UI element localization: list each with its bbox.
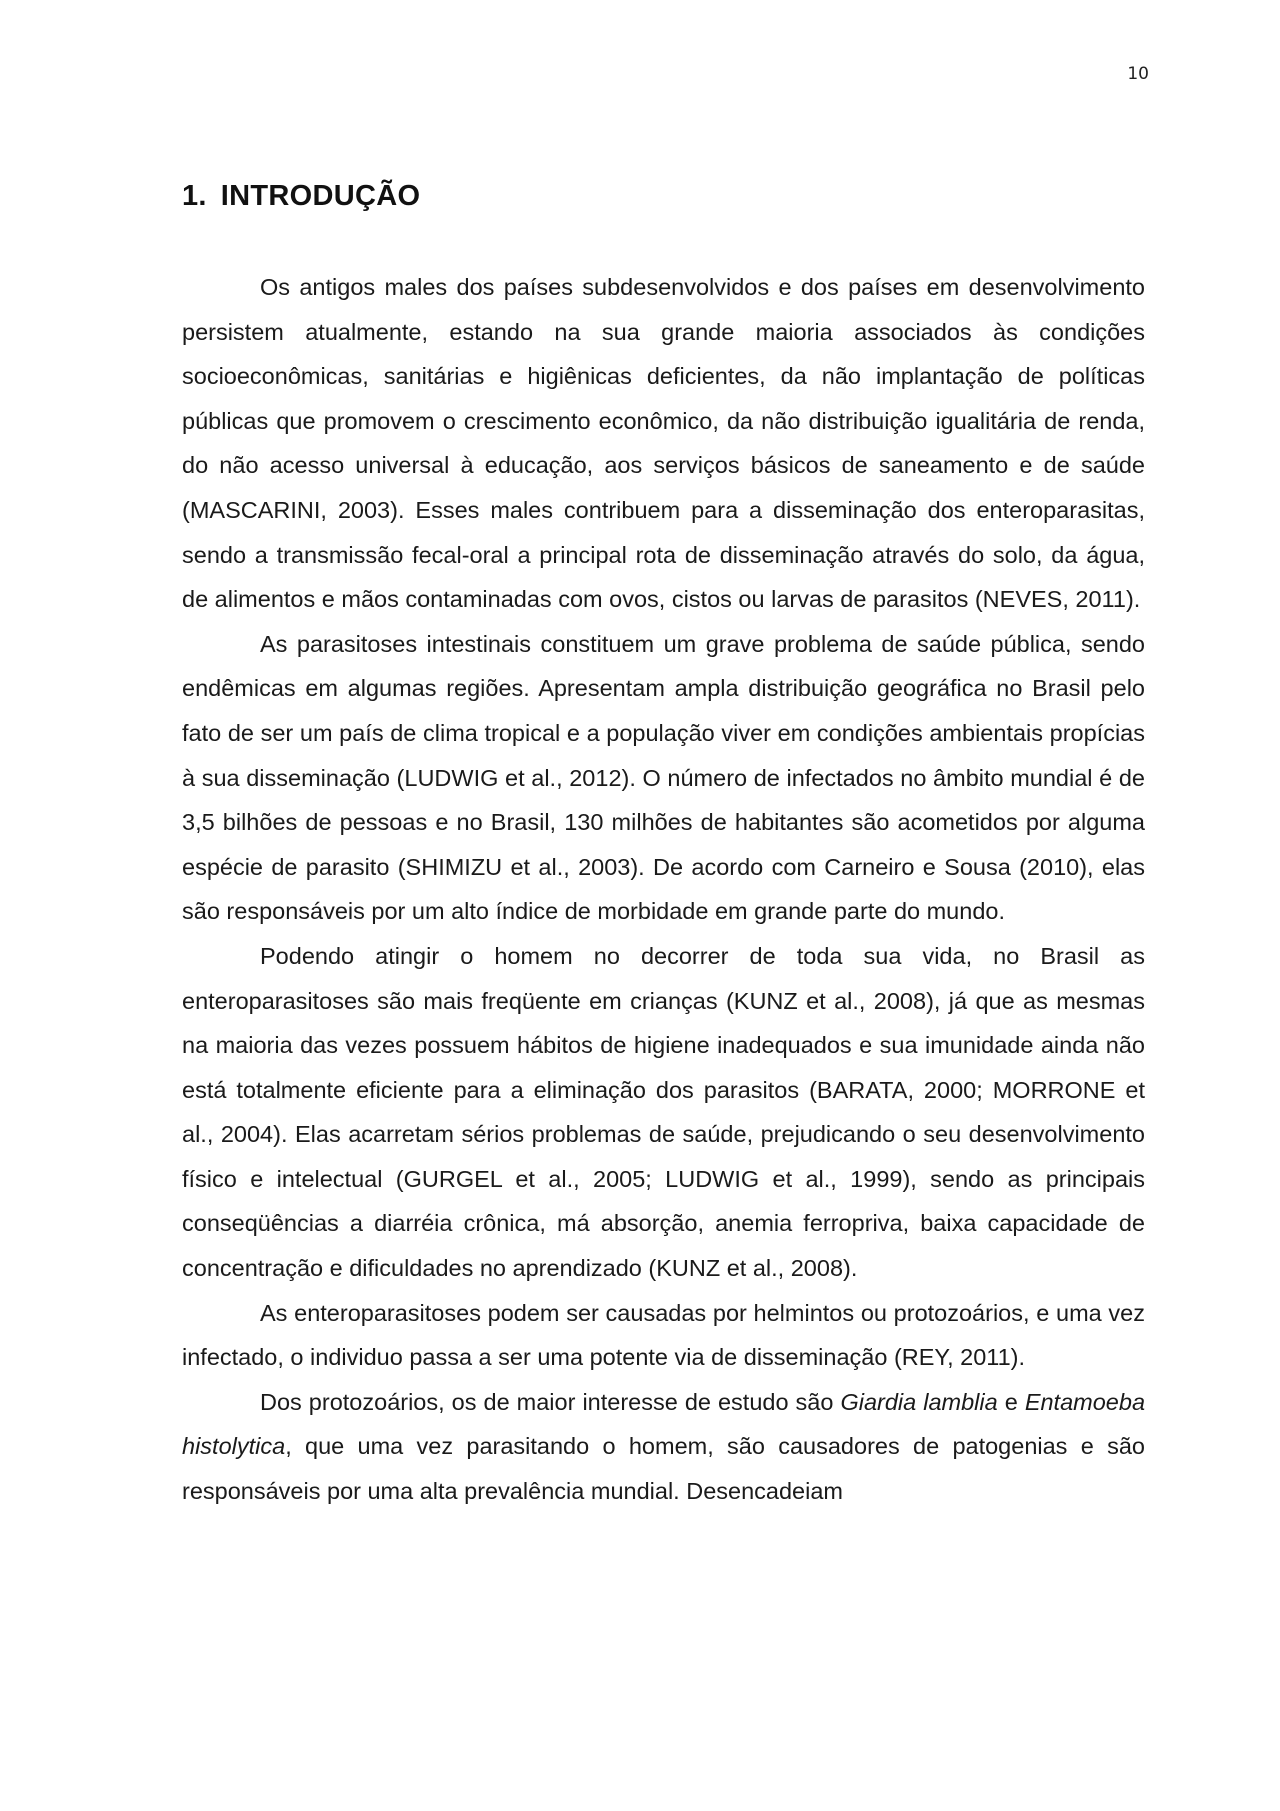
species-name-giardia: Giardia lamblia [840, 1388, 998, 1415]
paragraph-1: Os antigos males dos países subdesenvolvidos e dos países em desenvolvimento persistem atualmente, estando na sua grande maioria associados às condições socioeconômicas, sanitárias e higiênicas deficientes, da não implantação de políticas públicas que promovem o crescimento econômico, da não distribuição igualitária de renda, do não acesso universal à educação, aos serviços básicos de saneamento e de saúde (MASCARINI, 2003). Esses males contribuem para a disseminação dos enteroparasitas, sendo a transmissão fecal-oral a principal rota de disseminação através do solo, da água, de alimentos e mãos contaminadas com ovos, cistos ou larvas de parasitos (NEVES, 2011). [182, 274, 1145, 613]
section-number: 1. [182, 180, 207, 212]
page-number: 10 [1127, 64, 1149, 84]
paragraph-3: Podendo atingir o homem no decorrer de toda sua vida, no Brasil as enteroparasitoses são mais freqüente em crianças (KUNZ et al., 2008), já que as mesmas na maioria das vezes possuem hábitos de higiene inadequados e sua imunidade ainda não está totalmente eficiente para a eliminação dos parasitos (BARATA, 2000; MORRONE et al., 2004). Elas acarretam sérios problemas de saúde, prejudicando o seu desenvolvimento físico e intelectual (GURGEL et al., 2005; LUDWIG et al., 1999), sendo as principais conseqüências a diarréia crônica, má absorção, anemia ferropriva, baixa capacidade de concentração e dificuldades no aprendizado (KUNZ et al., 2008). [182, 942, 1145, 1282]
paragraph-5 [182, 1380, 1145, 1514]
paragraph-4: As enteroparasitoses podem ser causadas por helmintos ou protozoários, e uma vez infectado, o individuo passa a ser uma potente via de disseminação (REY, 2011). [182, 1299, 1145, 1371]
body-text [182, 265, 1145, 1514]
species-name-entamoeba: Entamoeba histolytica [182, 1388, 1146, 1460]
section-heading [182, 180, 420, 213]
paragraph-5-text-c: , que uma vez parasitando o homem, são causadores de patogenias e são responsáveis por uma alta prevalência mundial. Desencadeiam [182, 1433, 1145, 1505]
paragraph-5-text-b: e [997, 1388, 1025, 1415]
section-title: INTRODUÇÃO [220, 180, 421, 212]
paragraph-5-text-a: Dos protozoários, os de maior interesse de estudo são [260, 1388, 841, 1415]
paragraph-2: As parasitoses intestinais constituem um grave problema de saúde pública, sendo endêmicas em algumas regiões. Apresentam ampla distribuição geográfica no Brasil pelo fato de ser um país de clima tropical e a população viver em condições ambientais propícias à sua disseminação (LUDWIG et al., 2012). O número de infectados no âmbito mundial é de 3,5 bilhões de pessoas e no Brasil, 130 milhões de habitantes são acometidos por alguma espécie de parasito (SHIMIZU et al., 2003). De acordo com Carneiro e Sousa (2010), elas são responsáveis por um alto índice de morbidade em grande parte do mundo. [182, 630, 1145, 925]
